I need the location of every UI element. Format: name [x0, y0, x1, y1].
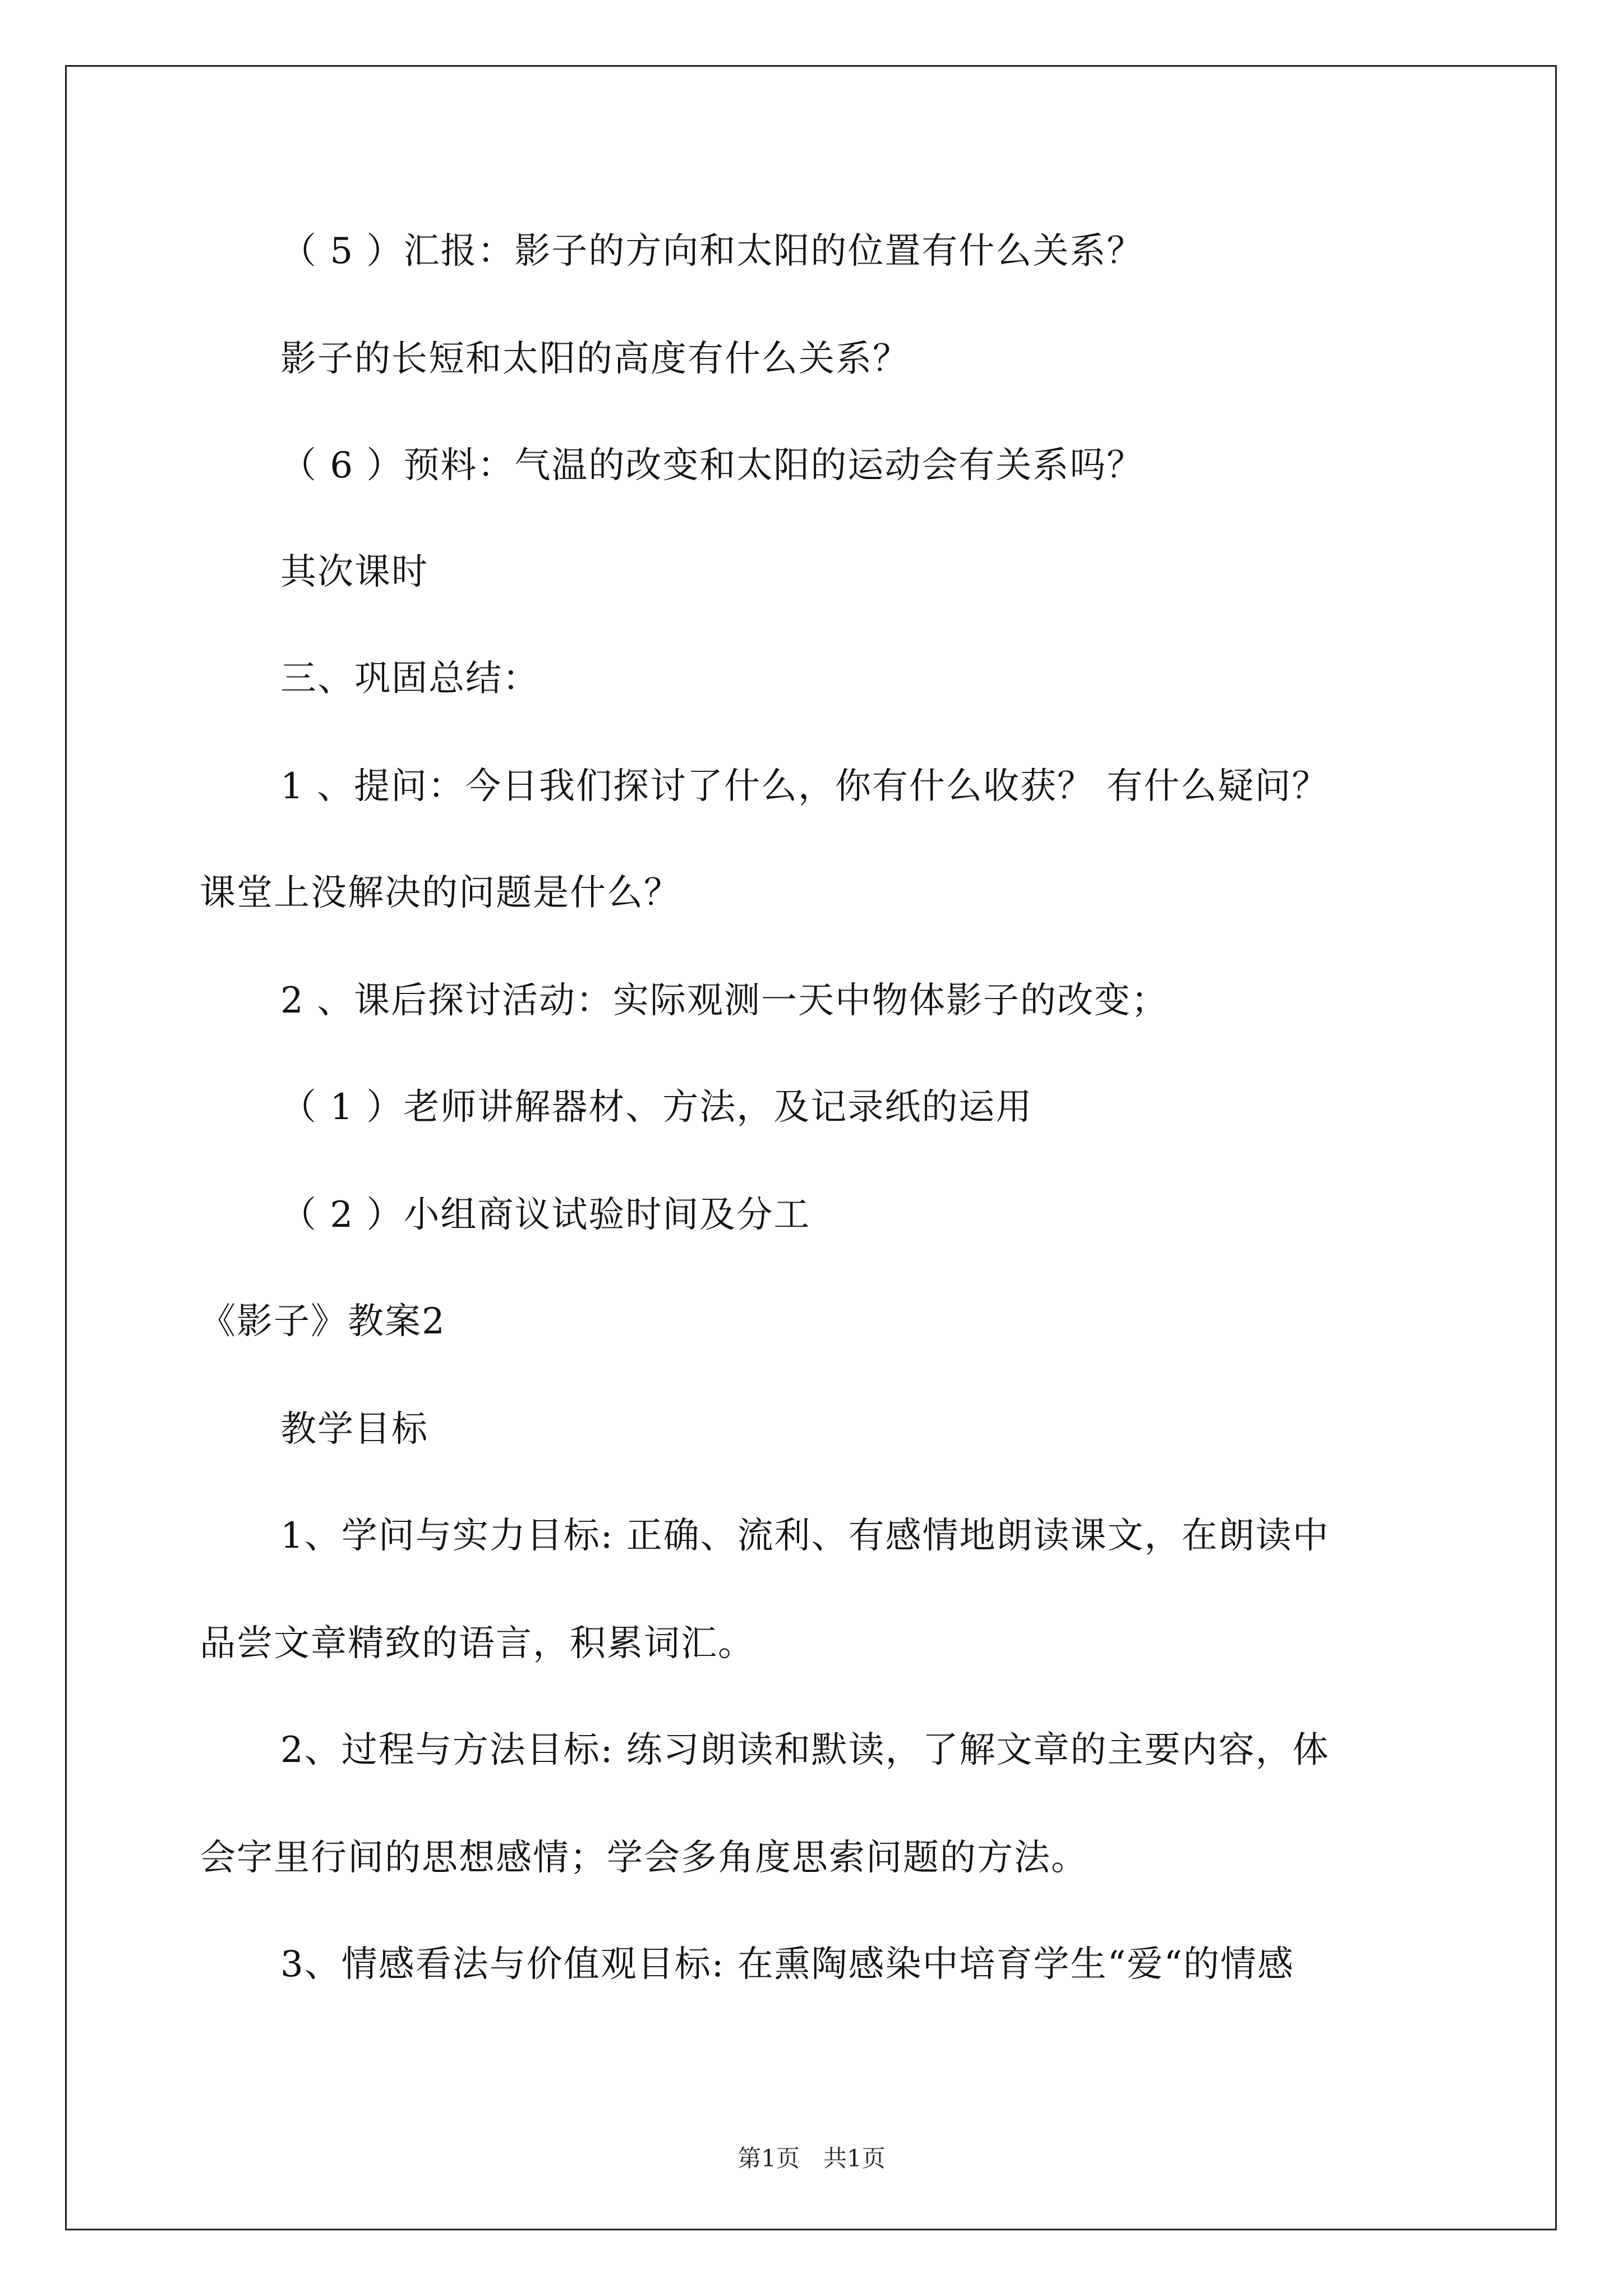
text-line-question-1: 1 、提问：今日我们探讨了什么，你有什么收获？ 有什么疑问？	[280, 766, 1329, 807]
text-line-goal-3: 3、情感看法与价值观目标: 在熏陶感染中培育学生“爱“的情感	[280, 1944, 1295, 1985]
text-line-predict-temperature: （ 6 ）预料：气温的改变和太阳的运动会有关系吗？	[280, 445, 1144, 486]
text-line-question-1-cont: 课堂上没解决的问题是什么？	[200, 872, 681, 914]
section-title-lesson-plan-2: 《影子》教案2	[200, 1301, 446, 1342]
text-line-group-discussion: （ 2 ）小组商议试验时间及分工	[280, 1194, 811, 1236]
text-line-goal-1: 1、学问与实力目标: 正确、流利、有感情地朗读课文，在朗读中	[280, 1515, 1330, 1557]
text-line-teacher-explains: （ 1 ）老师讲解器材、方法，及记录纸的运用	[280, 1087, 1033, 1128]
text-line-shadow-length: 影子的长短和太阳的高度有什么关系？	[280, 338, 910, 380]
text-line-after-class-activity: 2 、课后探讨活动：实际观测一天中物体影子的改变；	[280, 980, 1169, 1022]
text-line-second-lesson: 其次课时	[280, 551, 428, 593]
page-number-footer: 第1页 共1页	[737, 2145, 886, 2172]
text-line-consolidate-summary: 三、巩固总结：	[280, 658, 540, 700]
text-line-report-shadow-direction: （ 5 ）汇报：影子的方向和太阳的位置有什么关系？	[280, 231, 1144, 272]
text-line-goal-1-cont: 品尝文章精致的语言，积累词汇。	[200, 1623, 755, 1664]
text-line-goal-2-cont: 会字里行间的思想感情；学会多角度思索问题的方法。	[200, 1837, 1088, 1879]
section-heading-teaching-goals: 教学目标	[280, 1409, 428, 1450]
page-border	[65, 65, 1557, 2230]
text-line-goal-2: 2、过程与方法目标: 练习朗读和默读，了解文章的主要内容，体	[280, 1729, 1330, 1771]
